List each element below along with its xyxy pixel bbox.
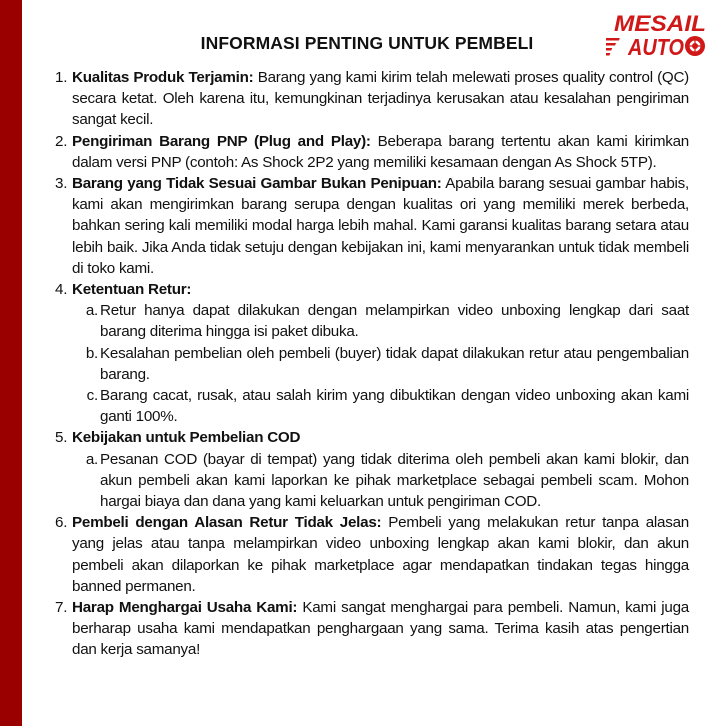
sub-item-letter: a. — [85, 450, 98, 468]
wheel-icon — [685, 36, 705, 56]
sub-item-text: Pesanan COD (bayar di tempat) yang tidak diterima oleh pembeli akan kami blokir, dan akun pembeli akan kami laporkan ke pihak marketplace sebagai pembeli scam. Mohon hargai biaya dan dana yang kami keluarkan untuk pengiriman COD. — [100, 450, 689, 511]
sub-item-letter: b. — [85, 344, 98, 362]
info-item-3 — [55, 173, 689, 279]
sub-item-4b — [72, 343, 689, 385]
item-heading: Pengiriman Barang PNP (Plug and Play): — [72, 132, 371, 150]
sub-item-4c — [72, 385, 689, 427]
info-item-6 — [55, 512, 689, 597]
info-item-2 — [55, 131, 689, 173]
mesail-auto-logo — [606, 10, 708, 58]
info-item-7 — [55, 597, 689, 661]
item-heading: Kualitas Produk Terjamin: — [72, 69, 254, 86]
info-item-1 — [55, 67, 689, 131]
sub-item-text: Barang cacat, rusak, atau salah kirim yang dibuktikan dengan video unboxing akan kami ganti 100%. — [100, 387, 689, 426]
item-heading: Pembeli dengan Alasan Retur Tidak Jelas: — [72, 514, 382, 532]
item-heading: Kebijakan untuk Pembelian COD — [72, 429, 301, 447]
item-text: Kami sangat menghargai para pembeli. Namun, kami juga berharap usaha kami mendapatkan penghargaan yang sama. Terima kasih atas pengertian dan kerja samanya! — [72, 599, 689, 659]
sub-item-5a — [72, 449, 689, 513]
logo-speed-line-2 — [606, 43, 616, 46]
info-item-5 — [55, 427, 689, 448]
item-number: 4. — [55, 281, 68, 299]
item-number: 6. — [55, 514, 68, 532]
item-text: Apabila barang sesuai gambar habis, kami akan mengirimkan barang serupa dengan kualitas ori yang memiliki merek berbeda, bahkan sering kali memiliki modal harga lebih mahal. Kami garansi kualitas barang setara atau lebih baik. Jika Anda tidak setuju dengan kebijakan ini, kami menyarankan untuk tidak membeli di toko kami. — [72, 175, 689, 277]
item-number: 3. — [55, 175, 68, 193]
sub-item-letter: a. — [85, 302, 98, 320]
sub-item-text: Retur hanya dapat dilakukan dengan melampirkan video unboxing lengkap dari saat barang diterima hingga isi paket dibuka. — [100, 302, 689, 341]
item-text: Pembeli yang melakukan retur tanpa alasan yang jelas atau tanpa melampirkan video unboxing lengkap akan kami blokir, dan akun pembeli akan dilaporkan ke pihak marketplace agar mendapatkan tindakan tegas hingga banned permanen. — [72, 514, 689, 595]
logo-speed-line-4 — [606, 53, 610, 56]
logo-line2: AUTO — [627, 34, 685, 58]
sub-item-text: Kesalahan pembelian oleh pembeli (buyer) tidak dapat dilakukan retur atau pengembalian barang. — [100, 344, 689, 383]
item-heading: Harap Menghargai Usaha Kami: — [72, 599, 298, 617]
item-text: Barang yang kami kirim telah melewati proses quality control (QC) secara ketat. Oleh karena itu, kemungkinan terjadinya kerusakan atau kesalahan pengiriman sangat kecil. — [72, 69, 689, 129]
logo-line1: MESAIL — [614, 11, 706, 36]
logo-speed-line-3 — [606, 48, 612, 51]
sub-item-letter: c. — [86, 387, 98, 405]
info-item-4 — [55, 279, 689, 300]
item-text: Beberapa barang tertentu akan kami kirimkan dalam versi PNP (contoh: As Shock 2P2 yang memiliki kesamaan dengan As Shock 5TP). — [72, 132, 690, 171]
info-list — [55, 67, 689, 661]
item-number: 7. — [55, 599, 68, 617]
item-number: 5. — [55, 429, 68, 447]
item-number: 2. — [55, 132, 68, 150]
item-number: 1. — [55, 69, 68, 86]
sub-item-4a — [72, 300, 689, 342]
logo-speed-line-1 — [606, 38, 620, 41]
item-heading: Barang yang Tidak Sesuai Gambar Bukan Penipuan: — [72, 175, 442, 193]
accent-side-bar — [0, 0, 22, 726]
page-title-text: INFORMASI PENTING UNTUK PEMBELI — [200, 33, 534, 53]
item-heading: Ketentuan Retur: — [72, 281, 192, 299]
